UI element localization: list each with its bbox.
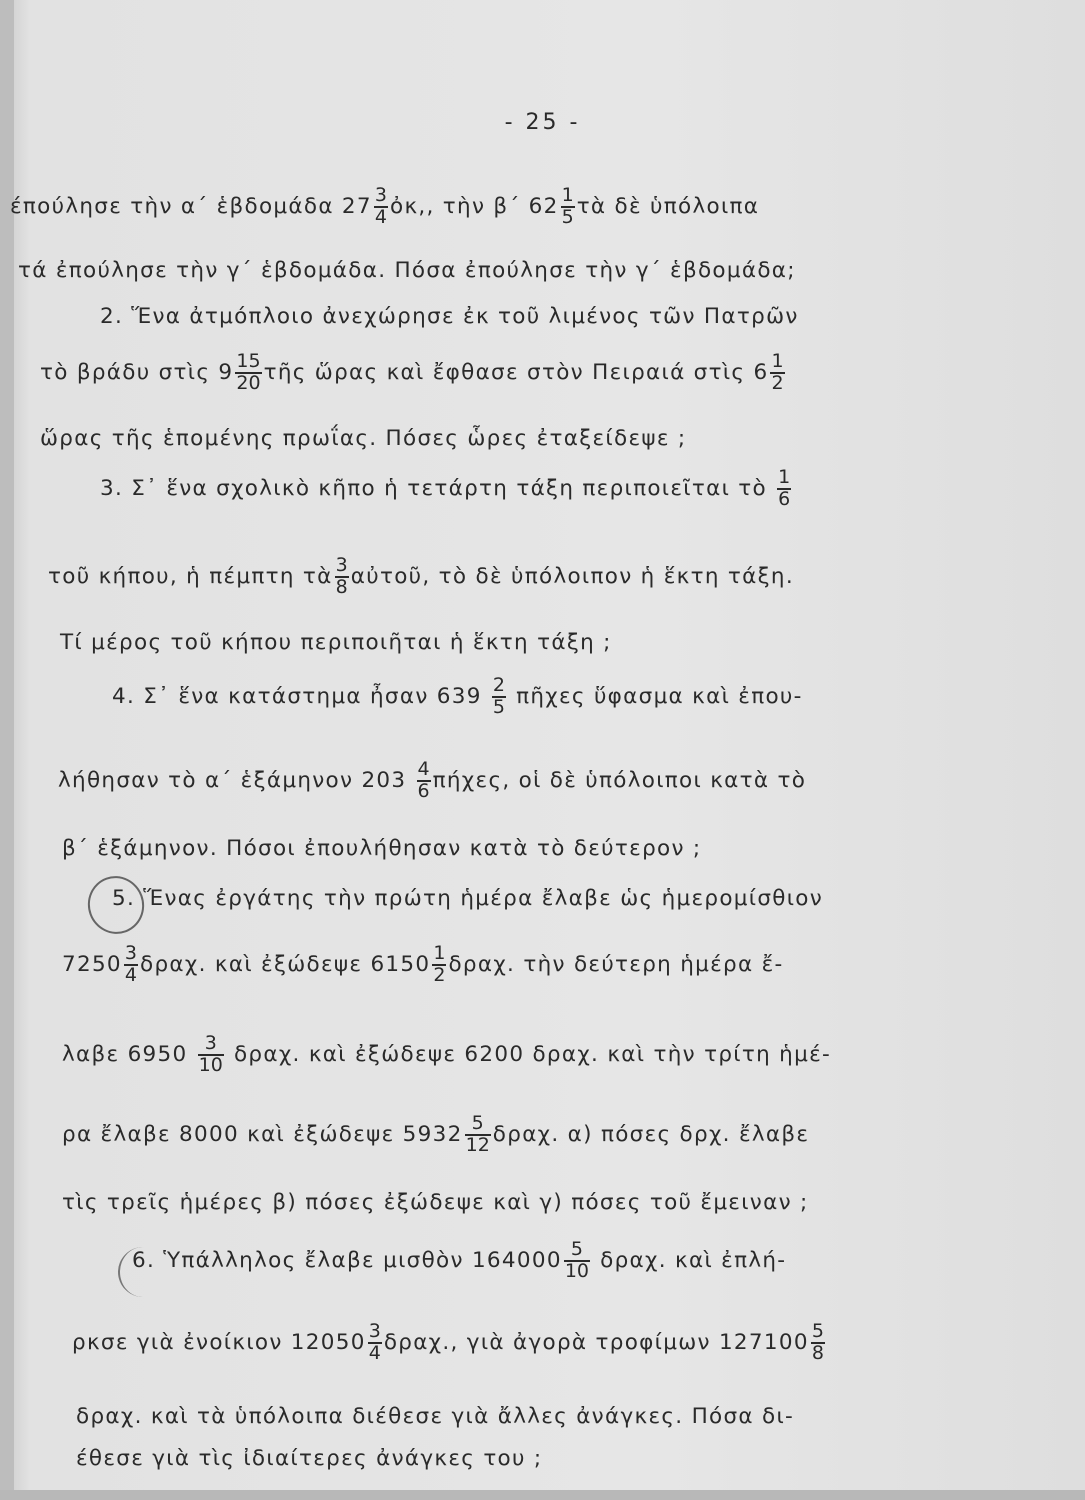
text-line bbox=[100, 304, 799, 329]
fraction bbox=[374, 186, 388, 228]
text-line bbox=[62, 1190, 809, 1215]
fraction-numerator: 5 bbox=[471, 1112, 484, 1134]
fraction bbox=[770, 352, 784, 394]
fraction-denominator: 6 bbox=[417, 779, 430, 802]
fraction bbox=[235, 352, 261, 394]
fraction-denominator: 20 bbox=[236, 371, 261, 394]
fraction-numerator: 1 bbox=[778, 466, 791, 488]
fraction-numerator: 1 bbox=[771, 350, 784, 372]
line-text: τοῦ κήπου, ἡ πέμπτη τὰ bbox=[48, 563, 333, 589]
fraction bbox=[124, 944, 138, 986]
fraction-denominator: 8 bbox=[335, 575, 348, 598]
line-text: δραχ. καὶ ἐπλή- bbox=[600, 1247, 787, 1273]
fraction-denominator: 10 bbox=[198, 1053, 223, 1076]
fraction-numerator: 15 bbox=[236, 350, 261, 372]
fraction-denominator: 8 bbox=[811, 1341, 824, 1364]
text-line bbox=[60, 630, 612, 655]
text-line bbox=[62, 836, 701, 861]
text-line bbox=[100, 468, 793, 510]
fraction-numerator: 2 bbox=[492, 674, 505, 696]
fraction-denominator: 5 bbox=[492, 695, 505, 718]
line-text: δραχ. καὶ ἐξώδεψε 6150 bbox=[140, 951, 431, 977]
line-text: τὰ δὲ ὑπόλοιπα bbox=[576, 193, 760, 219]
text-line bbox=[62, 1034, 831, 1076]
line-text: δραχ. καὶ τὰ ὑπόλοιπα διέθεσε γιὰ ἄλλες ἀνάγκες. Πόσα δι- bbox=[76, 1404, 795, 1429]
line-text: 3. Σ᾽ ἕνα σχολικὸ κῆπο ἡ τετάρτη τάξη περιποιεῖται τὸ bbox=[100, 475, 767, 501]
line-text: 7250 bbox=[62, 951, 122, 977]
fraction-denominator: 5 bbox=[561, 205, 574, 228]
line-text: ὀκ,, τὴν β΄ 62 bbox=[389, 193, 559, 219]
fraction bbox=[417, 760, 431, 802]
text-line bbox=[76, 1446, 542, 1471]
fraction-denominator: 2 bbox=[433, 963, 446, 986]
line-text: 5. Ἕνας ἐργάτης τὴν πρώτη ἡμέρα ἔλαβε ὡς ἡμερομίσθιον bbox=[112, 886, 824, 911]
fraction-numerator: 5 bbox=[811, 1320, 824, 1342]
line-text: λαβε 6950 bbox=[62, 1041, 188, 1067]
fraction-denominator: 4 bbox=[124, 963, 138, 986]
line-text: 2. Ἕνα ἀτμόπλοιο ἀνεχώρησε ἐκ τοῦ λιμένος τῶν Πατρῶν bbox=[100, 304, 799, 329]
text-line bbox=[132, 1240, 786, 1282]
line-text: τὶς τρεῖς ἡμέρες β) πόσες ἐξώδεψε καὶ γ) πόσες τοῦ ἔμειναν ; bbox=[62, 1190, 809, 1215]
fraction bbox=[198, 1034, 224, 1076]
fraction-numerator: 4 bbox=[417, 758, 430, 780]
text-line bbox=[62, 1114, 809, 1156]
line-text: έθεσε γιὰ τὶς ἰδιαίτερες ἀνάγκες του ; bbox=[76, 1446, 543, 1471]
text-line bbox=[18, 258, 796, 283]
text-line bbox=[112, 676, 803, 718]
text-line bbox=[10, 186, 759, 228]
line-text: δραχ. καὶ ἐξώδεψε 6200 δραχ. καὶ τὴν τρίτη ἡμέ- bbox=[233, 1041, 832, 1067]
fraction bbox=[335, 556, 349, 598]
fraction-numerator: 3 bbox=[374, 184, 387, 206]
line-text: ὥρας τῆς ἑπομένης πρωΐας. Πόσες ὧρες ἐταξείδεψε ; bbox=[40, 426, 687, 451]
fraction-numerator: 3 bbox=[124, 942, 138, 964]
fraction-denominator: 10 bbox=[564, 1259, 590, 1282]
text-line bbox=[40, 426, 686, 451]
line-text: ρκσε γιὰ ἐνοίκιον 12050 bbox=[72, 1329, 366, 1355]
text-line bbox=[62, 944, 784, 986]
fraction bbox=[777, 468, 791, 510]
line-text: αὐτοῦ, τὸ δὲ ὑπόλοιπον ἡ ἕκτη τάξη. bbox=[350, 563, 794, 589]
fraction bbox=[368, 1322, 382, 1364]
line-text: δραχ. α) πόσες δρχ. ἔλαβε bbox=[492, 1121, 810, 1147]
fraction-denominator: 4 bbox=[368, 1341, 381, 1364]
fraction bbox=[432, 944, 446, 986]
line-text: πήχες, οἱ δὲ ὑπόλοιποι κατὰ τὸ bbox=[432, 767, 807, 793]
fraction-denominator: 6 bbox=[778, 487, 791, 510]
text-line bbox=[40, 352, 787, 394]
text-line bbox=[72, 1322, 827, 1364]
fraction-denominator: 2 bbox=[771, 371, 784, 394]
fraction bbox=[564, 1240, 590, 1282]
fraction bbox=[492, 676, 506, 718]
fraction-numerator: 3 bbox=[204, 1032, 217, 1054]
line-text: ρα ἔλαβε 8000 καὶ ἐξώδεψε 5932 bbox=[62, 1121, 463, 1147]
fraction bbox=[811, 1322, 825, 1364]
fraction-numerator: 5 bbox=[570, 1238, 583, 1260]
line-text: τὸ βράδυ στὶς 9 bbox=[40, 359, 234, 385]
text-line bbox=[48, 556, 794, 598]
fraction-numerator: 3 bbox=[368, 1320, 381, 1342]
line-text: τῆς ὥρας καὶ ἔφθασε στὸν Πειραιά στὶς 6 bbox=[263, 359, 769, 385]
fraction-numerator: 1 bbox=[433, 942, 446, 964]
line-text: β΄ ἑξάμηνον. Πόσοι ἐπουλήθησαν κατὰ τὸ δεύτερον ; bbox=[62, 836, 702, 861]
text-line bbox=[58, 760, 806, 802]
line-text: δραχ. τὴν δεύτερη ἡμέρα ἔ- bbox=[448, 951, 784, 977]
fraction-numerator: 1 bbox=[561, 184, 574, 206]
text-line bbox=[112, 886, 823, 911]
line-text: πῆχες ὕφασμα καὶ ἐπου- bbox=[516, 683, 803, 709]
line-text: δραχ., γιὰ ἀγορὰ τροφίμων 127100 bbox=[383, 1329, 809, 1355]
fraction-numerator: 3 bbox=[335, 554, 348, 576]
page-number: - 25 - bbox=[504, 110, 581, 135]
fraction-denominator: 12 bbox=[465, 1133, 490, 1156]
line-text: τά ἐπούλησε τὴν γ΄ ἑβδομάδα. Πόσα ἐπούλησε τὴν γ΄ ἑβδομάδα; bbox=[18, 258, 796, 283]
line-text: 6. Ὑπάλληλος ἔλαβε μισθὸν 164000 bbox=[132, 1247, 562, 1273]
page-bottom-edge bbox=[0, 1490, 1085, 1500]
fraction-denominator: 4 bbox=[374, 205, 387, 228]
fraction bbox=[561, 186, 575, 228]
line-text: 4. Σ᾽ ἕνα κατάστημα ἦσαν 639 bbox=[112, 683, 482, 709]
line-text: Τί μέρος τοῦ κήπου περιποιῆται ἡ ἕκτη τάξη ; bbox=[60, 630, 612, 655]
fraction bbox=[465, 1114, 491, 1156]
line-text: λήθησαν τὸ α΄ ἑξάμηνον 203 bbox=[58, 767, 407, 793]
line-text: έπούλησε τὴν α΄ ἑβδομάδα 27 bbox=[10, 193, 372, 219]
text-line bbox=[76, 1404, 794, 1429]
